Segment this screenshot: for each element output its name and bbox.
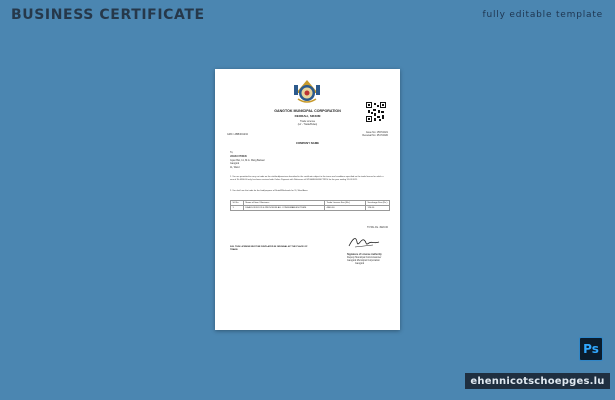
table-cell: DEALS IN FOOD & PROVISION ALL CONSUMABLES ITEMS [244, 206, 325, 211]
signature-line-2: Deputy Municipal Commissioner [347, 256, 382, 259]
display-note: N.B. THIS LICENSE MUST BE DISPLAYED IN ORIGINAL AT THE PLACE OF TRADE. [230, 246, 308, 251]
organization-location: DEORALI, SIKKIM [294, 114, 321, 118]
sub-line-1: Trade License [299, 120, 316, 123]
watermark-label: ehennicotschoepges.lu [465, 373, 610, 389]
reference-right-2: Renewal No: 2517/2020 [362, 134, 388, 137]
to-label: To, [230, 151, 234, 154]
items-table [230, 200, 390, 211]
signature-line-4: Gangtok [355, 262, 365, 265]
reference-left: GMC / ABB/001234 [227, 133, 248, 136]
template-title: BUSINESS CERTIFICATE [11, 7, 205, 23]
clause-2: 2. You shall use the trade for the kind/purpose of Retail/Wholesale for 11, Ward Area. [230, 190, 308, 192]
address-line-3: Gangtok [230, 162, 240, 165]
sub-line-2: (u/r - Trade/Rules) [297, 123, 318, 126]
photoshop-icon: Ps [579, 337, 603, 361]
table-cell: 1 [231, 206, 244, 211]
signature-icon [347, 234, 381, 250]
signature-line-1: Signature of License Authority [347, 253, 382, 256]
address-line-4: 11, Ward [230, 165, 240, 169]
emblem-icon [291, 77, 323, 105]
table-header-cell: Sl. No [231, 201, 244, 206]
certificate-heading: COMPANY NAME [295, 141, 320, 145]
table-cell: 4800.00 [325, 206, 366, 211]
address-line-2: Gyan Bar, 11, M.G. Marg Bazaar [230, 158, 265, 162]
certificate-page [215, 69, 400, 330]
organization-name: GANGTOK MUNICIPAL CORPORATION [274, 109, 341, 113]
template-subtitle: fully editable template [482, 10, 603, 20]
reference-right-1: Issue No: 1597/2021 [365, 131, 388, 134]
table-row [231, 206, 390, 211]
table-header-cell: Trade License Fee (Rs.) [325, 201, 366, 206]
clause-1: 1. You are permitted to carry on trade on the site/land/premises described in the certificate subject to the terms and conditions specified on the trade license for which a sum of Rs 4800.00 only has been received vide Online Payment with Reference id SPGM4000/GMCTRDV for the year ending 31.03.2021. [230, 176, 384, 181]
address-line-1: JOHN CITIZEN [230, 155, 247, 158]
table-cell: 120.00 [366, 206, 390, 211]
signature-line-3: Gangtok Municipal Corporation [347, 259, 380, 262]
table-header-cell: Name of Item / Business [244, 201, 325, 206]
table-header-cell: Surcharge Fee (Rs.) [366, 201, 390, 206]
total-amount: TOTAL Rs. 4920.00 [367, 226, 388, 229]
